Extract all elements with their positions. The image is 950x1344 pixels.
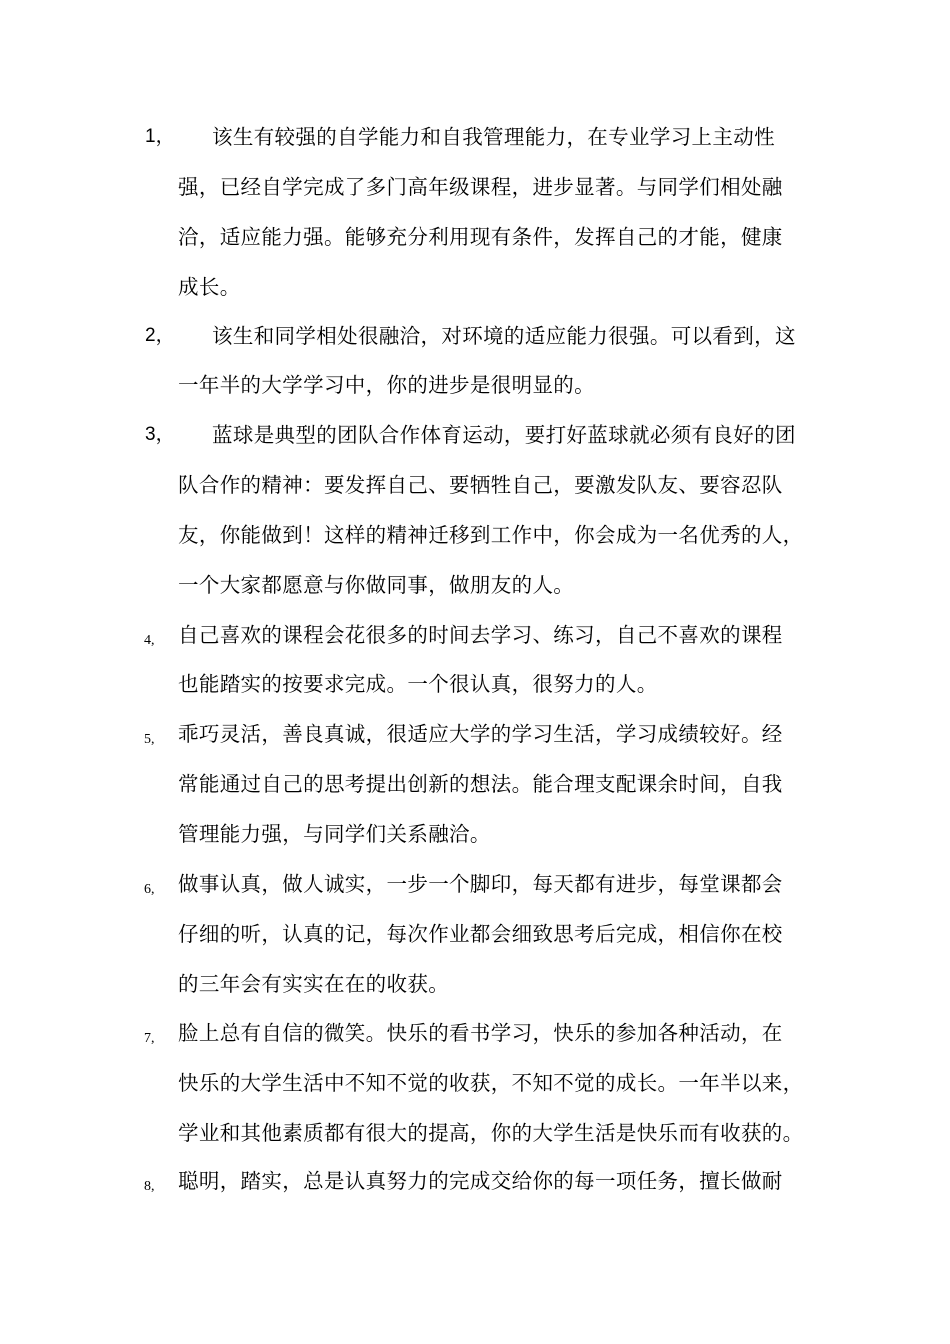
entry-text-line: 队合作的精神：要发挥自己、要牺牲自己，要激发队友、要容忍队 <box>178 473 783 497</box>
entry-text-line: 脸上总有自信的微笑。快乐的看书学习，快乐的参加各种活动，在 <box>178 1021 783 1045</box>
entry-number: 8, <box>144 1179 155 1194</box>
entry-text-line: 仔细的听，认真的记，每次作业都会细致思考后完成，相信你在校 <box>178 922 783 946</box>
entry-text-line: 也能踏实的按要求完成。一个很认真，很努力的人。 <box>178 672 658 696</box>
entry-text-line: 强，已经自学完成了多门高年级课程，进步显著。与同学们相处融 <box>178 175 783 199</box>
entry-number: 6, <box>144 882 155 897</box>
entry-text-line: 做事认真，做人诚实，一步一个脚印，每天都有进步，每堂课都会 <box>178 872 783 896</box>
entry-text-line: 该生有较强的自学能力和自我管理能力，在专业学习上主动性 <box>212 125 775 149</box>
entry-number: 1， <box>145 126 175 147</box>
entry-text-line: 蓝球是典型的团队合作体育运动，要打好蓝球就必须有良好的团 <box>212 423 796 447</box>
entry-number: 4, <box>144 633 155 648</box>
entry-text-line: 该生和同学相处很融洽，对环境的适应能力很强。可以看到，这 <box>212 324 796 348</box>
entry-text-line: 常能通过自己的思考提出创新的想法。能合理支配课余时间，自我 <box>178 772 783 796</box>
entry-text-line: 友，你能做到！这样的精神迁移到工作中，你会成为一名优秀的人， <box>178 523 804 547</box>
entry-number: 7, <box>144 1031 155 1046</box>
entry-text-line: 管理能力强，与同学们关系融洽。 <box>178 822 491 846</box>
entry-text-line: 一个大家都愿意与你做同事，做朋友的人。 <box>178 573 575 597</box>
entry-text-line: 学业和其他素质都有很大的提高，你的大学生活是快乐而有收获的。 <box>178 1121 804 1145</box>
entry-number: 3， <box>145 424 175 445</box>
entry-text-line: 自己喜欢的课程会花很多的时间去学习、练习，自己不喜欢的课程 <box>178 623 783 647</box>
entry-text-line: 快乐的大学生活中不知不觉的收获，不知不觉的成长。一年半以来， <box>178 1071 804 1095</box>
entry-text-line: 一年半的大学学习中，你的进步是很明显的。 <box>178 373 595 397</box>
entry-text-line: 聪明，踏实，总是认真努力的完成交给你的每一项任务，擅长做耐 <box>178 1169 783 1193</box>
entry-text-line: 洽，适应能力强。能够充分利用现有条件，发挥自己的才能，健康 <box>178 225 783 249</box>
entry-number: 2， <box>145 325 175 346</box>
entry-text-line: 的三年会有实实在在的收获。 <box>178 972 450 996</box>
entry-text-line: 乖巧灵活，善良真诚，很适应大学的学习生活，学习成绩较好。经 <box>178 722 783 746</box>
entry-number: 5, <box>144 732 155 747</box>
entry-text-line: 成长。 <box>178 275 241 299</box>
